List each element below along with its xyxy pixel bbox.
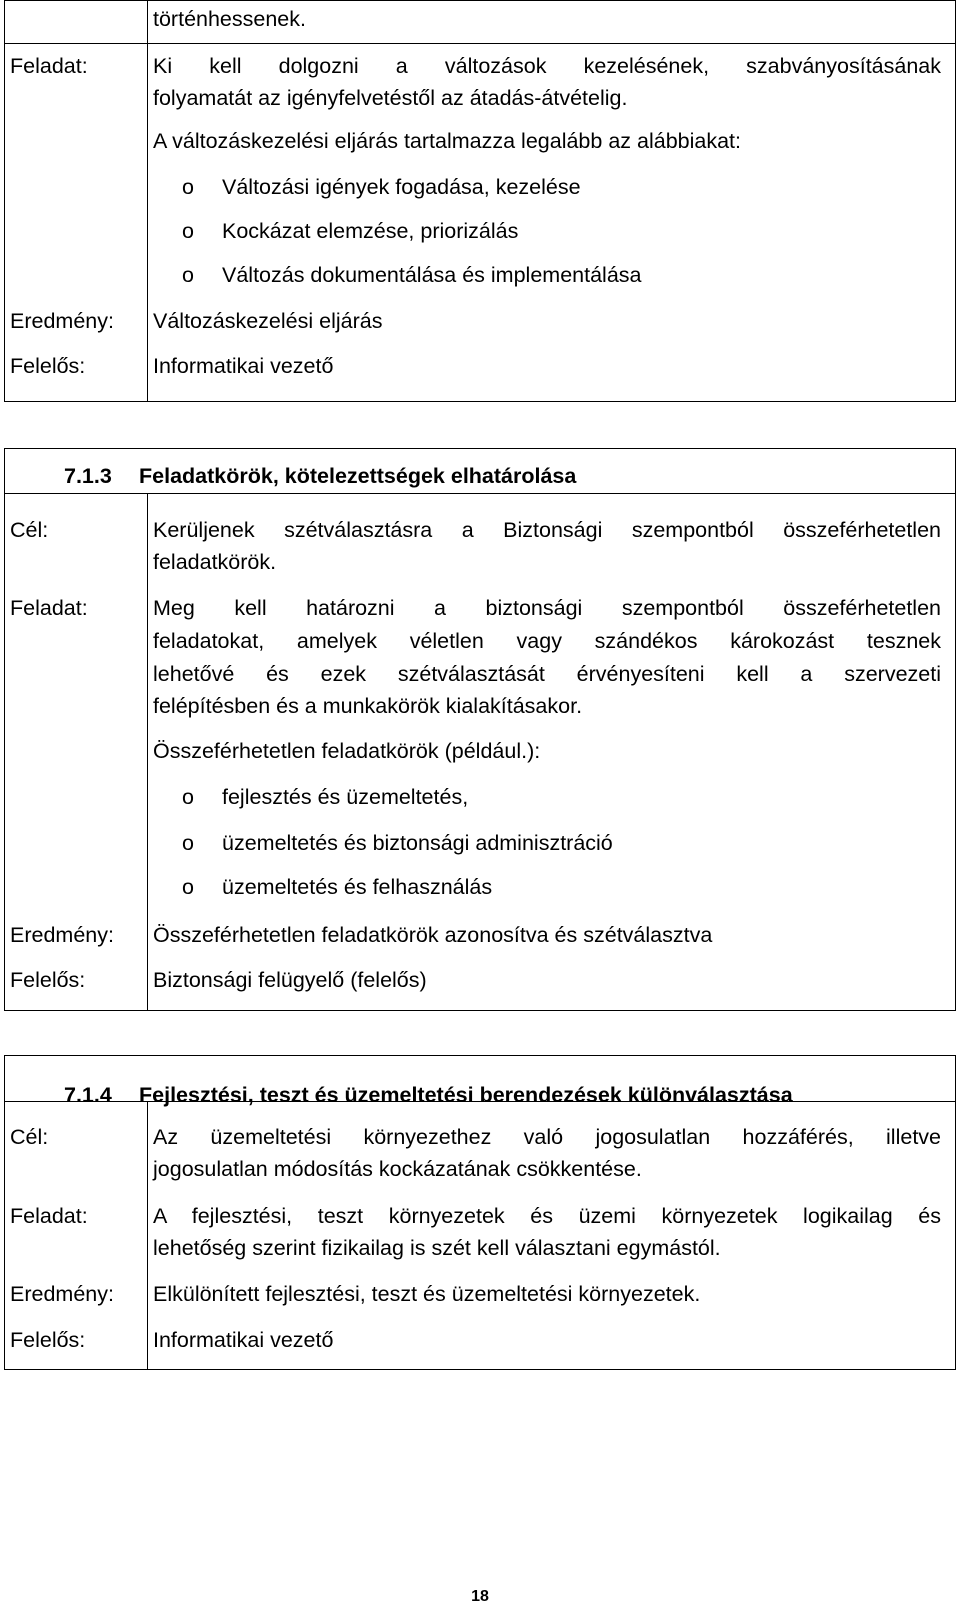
section-number: 7.1.3 <box>64 464 112 488</box>
cel-line-1: Az üzemeltetési környezethez való jogosulatlan hozzáférés, illetve <box>153 1125 941 1149</box>
eredmeny-label: Eredmény: <box>10 1282 114 1306</box>
eredmeny-label: Eredmény: <box>10 923 114 947</box>
feladat-line-4: felépítésben és a munkakörök kialakításakor. <box>153 694 583 718</box>
list-item: üzemeltetés és felhasználás <box>222 875 493 899</box>
column-divider <box>147 1 148 401</box>
bullet-marker: o <box>182 785 194 809</box>
bullet-marker: o <box>182 831 194 855</box>
list-item: Változási igények fogadása, kezelése <box>222 175 581 199</box>
feladat-line-1: Ki kell dolgozni a változások kezelésének, szabványosításának <box>153 54 941 78</box>
bullet-marker: o <box>182 219 194 243</box>
list-item: üzemeltetés és biztonsági adminisztráció <box>222 831 613 855</box>
section-heading: Fejlesztési, teszt és üzemeltetési berendezések különválasztása <box>139 1083 793 1107</box>
bullet-marker: o <box>182 175 194 199</box>
intro-text: A változáskezelési eljárás tartalmazza legalább az alábbiakat: <box>153 129 741 153</box>
list-item: Kockázat elemzése, priorizálás <box>222 219 519 243</box>
continued-text: történhessenek. <box>153 7 306 31</box>
felelos-value: Biztonsági felügyelő (felelős) <box>153 968 427 992</box>
bullet-marker: o <box>182 263 194 287</box>
felelos-label: Felelős: <box>10 968 86 992</box>
feladat-line-1: A fejlesztési, teszt környezetek és üzemi környezetek logikailag és <box>153 1204 941 1228</box>
column-divider <box>147 493 148 1010</box>
cel-line-1: Kerüljenek szétválasztásra a Biztonsági szempontból összeférhetetlen <box>153 518 941 542</box>
felelos-value: Informatikai vezető <box>153 1328 334 1352</box>
eredmeny-value: Elkülönített fejlesztési, teszt és üzemeltetési környezetek. <box>153 1282 701 1306</box>
section-number: 7.1.4 <box>64 1083 112 1107</box>
feladat-line-1: Meg kell határozni a biztonsági szempontból összeférhetetlen <box>153 596 941 620</box>
feladat-line-2: feladatokat, amelyek véletlen vagy szándékos károkozást tesznek <box>153 629 941 653</box>
cel-label: Cél: <box>10 518 49 542</box>
feladat-line-3: lehetővé és ezek szétválasztását érvényesíteni kell a szervezeti <box>153 662 941 686</box>
feladat-label: Feladat: <box>10 54 88 78</box>
cel-label: Cél: <box>10 1125 49 1149</box>
cel-line-2: feladatkörök. <box>153 550 277 574</box>
bullet-marker: o <box>182 875 194 899</box>
feladat-line-2: lehetőség szerint fizikailag is szét kell választani egymástól. <box>153 1236 721 1260</box>
feladat-label: Feladat: <box>10 1204 88 1228</box>
section-heading: Feladatkörök, kötelezettségek elhatárolása <box>139 464 577 488</box>
intro-text: Összeférhetetlen feladatkörök (például.): <box>153 739 541 763</box>
cel-line-2: jogosulatlan módosítás kockázatának csökkentése. <box>153 1157 642 1181</box>
list-item: Változás dokumentálása és implementálása <box>222 263 642 287</box>
felelos-label: Felelős: <box>10 354 86 378</box>
feladat-label: Feladat: <box>10 596 88 620</box>
eredmeny-label: Eredmény: <box>10 309 114 333</box>
felelos-label: Felelős: <box>10 1328 86 1352</box>
row-divider <box>5 43 955 44</box>
page-number: 18 <box>471 1588 489 1605</box>
eredmeny-value: Változáskezelési eljárás <box>153 309 383 333</box>
feladat-line-2: folyamatát az igényfelvetéstől az átadás-átvételig. <box>153 86 628 110</box>
felelos-value: Informatikai vezető <box>153 354 334 378</box>
column-divider <box>147 1101 148 1369</box>
eredmeny-value: Összeférhetetlen feladatkörök azonosítva és szétválasztva <box>153 923 713 947</box>
list-item: fejlesztés és üzemeltetés, <box>222 785 469 809</box>
